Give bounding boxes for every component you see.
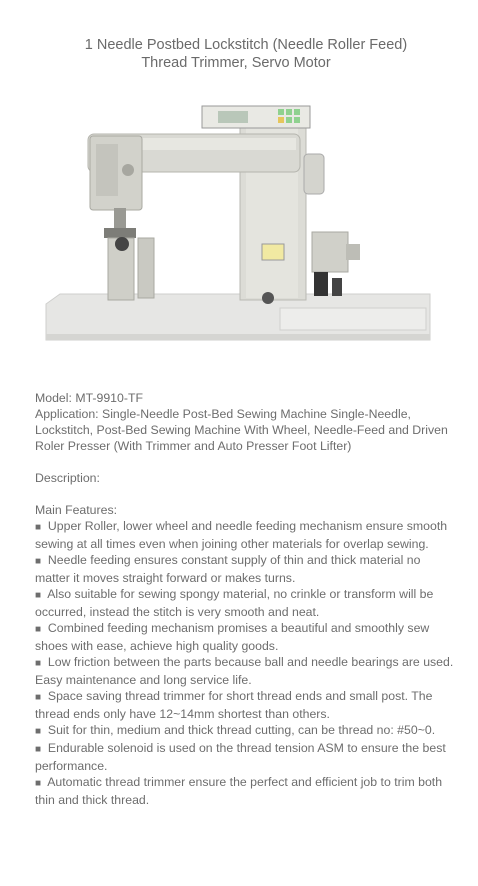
bullet-icon: ■	[35, 726, 42, 737]
features-label: Main Features:	[35, 503, 118, 517]
bullet-icon: ■	[35, 744, 42, 755]
product-description	[35, 390, 455, 808]
features-list	[35, 518, 455, 808]
feature-item: ■ Also suitable for sewing spongy material, no crinkle or transform will be occurred, instead the stitch is very smooth and neat.	[35, 587, 434, 619]
bullet-icon: ■	[35, 658, 42, 669]
description-label: Description:	[35, 471, 100, 485]
bullet-icon: ■	[35, 692, 42, 703]
model-line: Model: MT-9910-TF	[35, 391, 143, 405]
bullet-icon: ■	[35, 778, 42, 789]
bullet-icon: ■	[35, 522, 42, 533]
page-title	[0, 36, 478, 72]
bullet-icon: ■	[35, 624, 42, 635]
sewing-machine-image	[42, 98, 434, 346]
feature-item: ■ Low friction between the parts because ball and needle bearings are used. Easy maintenance and long service life.	[35, 655, 454, 687]
feature-item: ■ Needle feeding ensures constant supply of thin and thick material no matter it moves straight forward or makes turns.	[35, 553, 421, 585]
feature-item: ■ Suit for thin, medium and thick thread cutting, can be thread no: #50~0.	[35, 723, 436, 737]
feature-item: ■ Endurable solenoid is used on the thread tension ASM to ensure the best performance.	[35, 741, 446, 773]
bullet-icon: ■	[35, 556, 42, 567]
feature-item: ■ Space saving thread trimmer for short thread ends and small post. The thread ends only have 12~14mm shortest than others.	[35, 689, 433, 721]
application-text: Application: Single-Needle Post-Bed Sewing Machine Single-Needle, Lockstitch, Post-Bed Sewing Machine With Wheel, Needle-Feed and Driven Roler Presser (With Trimmer and Auto Presser Foot Lifter)	[35, 407, 448, 453]
feature-item: ■ Automatic thread trimmer ensure the perfect and efficient job to trim both thin and thick thread.	[35, 775, 443, 807]
title-line-2: Thread Trimmer, Servo Motor	[141, 55, 331, 71]
feature-item: ■ Combined feeding mechanism promises a beautiful and smoothly sew shoes with ease, achieve high quality goods.	[35, 621, 430, 653]
feature-item: ■ Upper Roller, lower wheel and needle feeding mechanism ensure smooth sewing at all times even when joining other materials for overlap sewing.	[35, 519, 448, 551]
bullet-icon: ■	[35, 590, 42, 601]
title-line-1: 1 Needle Postbed Lockstitch (Needle Roller Feed)	[84, 37, 408, 53]
